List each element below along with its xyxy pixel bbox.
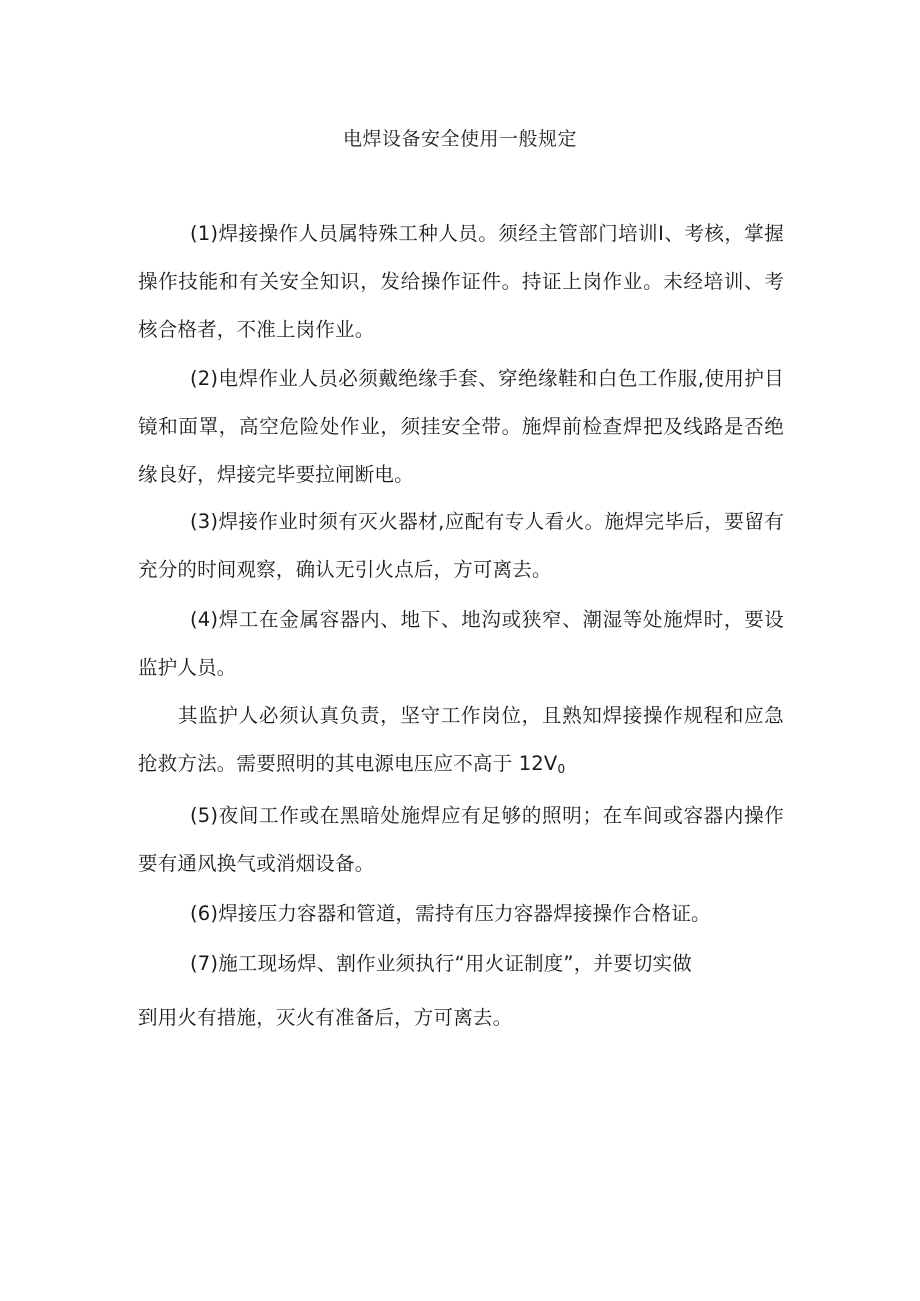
paragraph-5: (5)夜间工作或在黑暗处施焊应有足够的照明；在车间或容器内操作要有通风换气或消烟设备。: [138, 804, 784, 875]
paragraph-monitor: [138, 692, 784, 793]
paragraph-3: (3)焊接作业时须有灭火器材,应配有专人看火。施焊完毕后，要留有充分的时间观察，确认无引火点后，方可离去。: [138, 510, 784, 581]
paragraph-2: (2)电焊作业人员必须戴绝缘手套、穿绝缘鞋和白色工作服,使用护目镜和面罩，高空危险处作业，须挂安全带。施焊前检查焊把及线路是否绝缘良好，焊接完毕要拉闸断电。: [138, 367, 784, 486]
voltage-subscript: 0: [557, 762, 566, 776]
paragraph-1: (1)焊接操作人员属特殊工种人员。须经主管部门培训I、考核，掌握操作技能和有关安全知识，发给操作证件。持证上岗作业。未经培训、考核合格者，不准上岗作业。: [138, 222, 784, 341]
document-title: 电焊设备安全使用一般规定: [342, 128, 577, 150]
paragraph-7-continued: 到用火有措施，灭火有准备后，方可离去。: [138, 1006, 513, 1029]
paragraph-monitor-text: 其监护人必须认真负责，坚守工作岗位，且熟知焊接操作规程和应急抢救方法。需要照明的其电源电压应不高于 12V: [138, 704, 784, 775]
paragraph-7: (7)施工现场焊、割作业须执行“用火证制度”，并要切实做: [190, 952, 692, 975]
paragraph-6: (6)焊接压力容器和管道，需持有压力容器焊接操作合格证。: [190, 902, 711, 925]
paragraph-4: (4)焊工在金属容器内、地下、地沟或狭窄、潮湿等处施焊时，要设监护人员。: [138, 608, 784, 679]
